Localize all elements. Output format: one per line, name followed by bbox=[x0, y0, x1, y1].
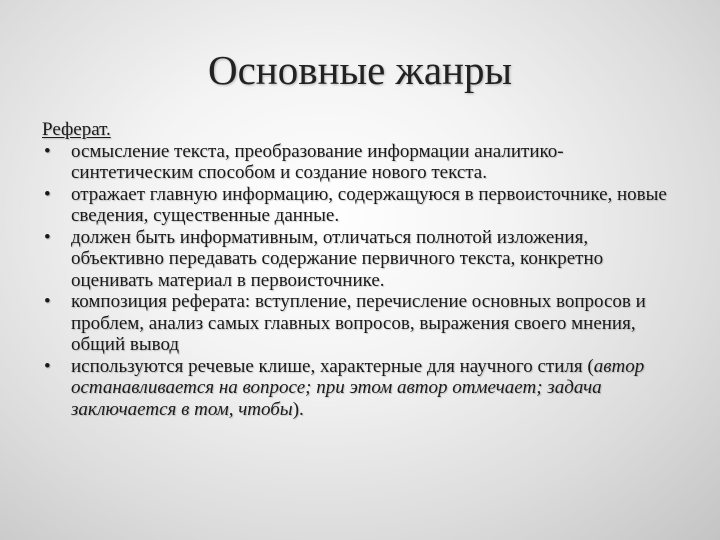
bullet-list bbox=[42, 141, 682, 421]
bullet-text: осмысление текста, преобразование информации аналитико-синтетическим способом и создание нового текста. bbox=[71, 140, 564, 183]
bullet-text-lead: используются речевые клише, характерные для научного стиля ( bbox=[71, 355, 594, 377]
bullet-dot-icon: • bbox=[44, 140, 51, 162]
bullet-text-examples: автор останавливается на вопросе; при этом автор отмечает; задача заключается в том, чтобы bbox=[71, 355, 645, 420]
bullet-dot-icon: • bbox=[44, 291, 51, 312]
bullet-text: отражает главную информацию, содержащуюся в первоисточнике, новые сведения, существенные данные. bbox=[71, 183, 667, 226]
bullet-item bbox=[42, 291, 682, 356]
bullet-dot-icon: • bbox=[44, 183, 51, 205]
bullet-item bbox=[42, 356, 682, 421]
section-subtitle: Реферат. bbox=[42, 119, 111, 140]
bullet-item bbox=[42, 141, 682, 184]
bullet-dot-icon: • bbox=[44, 226, 51, 248]
slide-body bbox=[42, 119, 682, 420]
bullet-text: должен быть информативным, отличаться полнотой изложения, объективно передавать содержание первичного текста, конкретно оценивать материал в первоисточнике. bbox=[71, 226, 604, 291]
bullet-item bbox=[42, 227, 682, 292]
slide-title: Основные жанры bbox=[207, 47, 513, 93]
bullet-text-tail: ). bbox=[292, 398, 304, 420]
bullet-dot-icon: • bbox=[44, 355, 51, 377]
bullet-item bbox=[42, 184, 682, 227]
bullet-text: композиция реферата: вступление, перечисление основных вопросов и проблем, анализ самых главных вопросов, выражения своего мнения, общий вывод bbox=[71, 291, 646, 355]
